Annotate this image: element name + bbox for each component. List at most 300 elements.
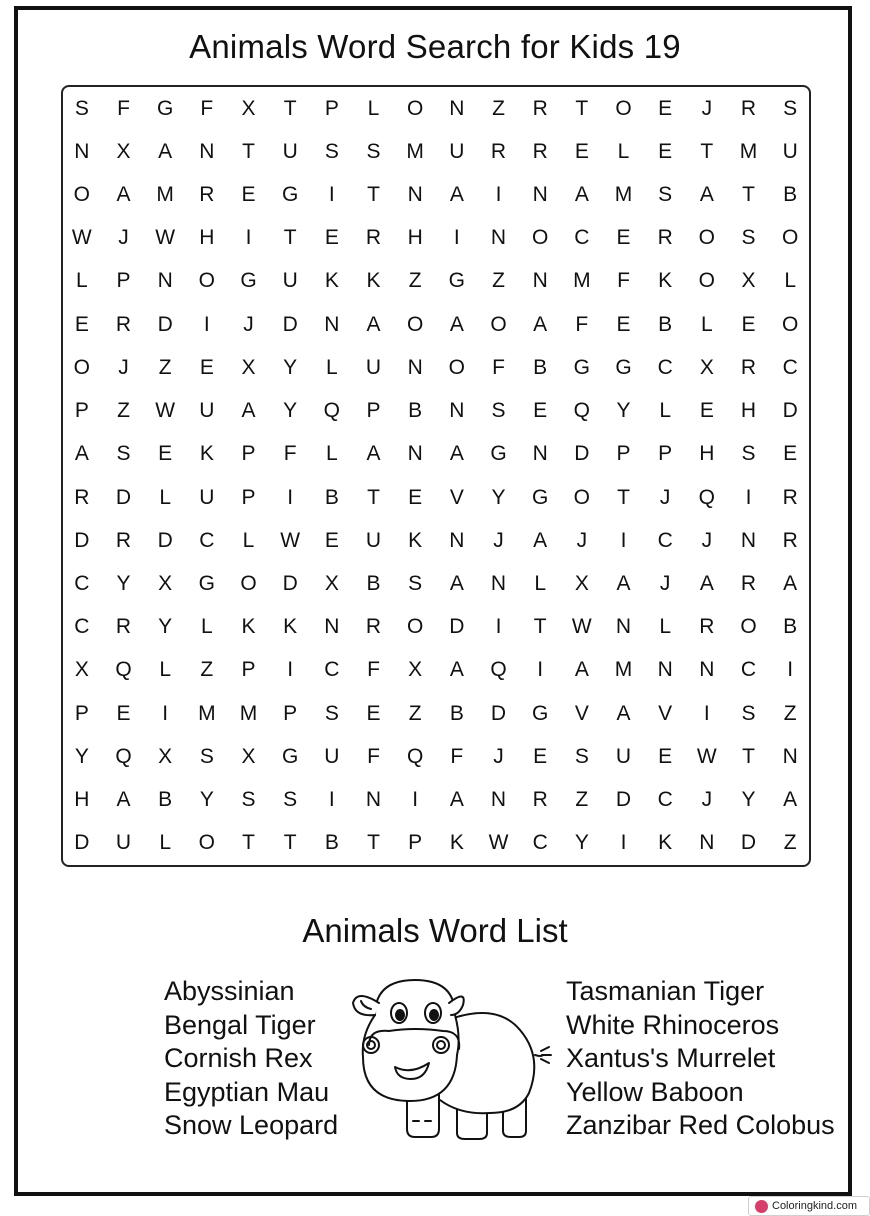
grid-cell: V [449, 485, 464, 509]
grid-cell: D [115, 485, 132, 509]
grid-cell: H [407, 226, 423, 250]
grid-cell: T [283, 831, 297, 855]
grid-cell: E [658, 96, 673, 120]
grid-cell: L [659, 399, 671, 423]
grid-cell: U [282, 269, 298, 293]
grid-cell: K [408, 528, 423, 552]
grid-cell: L [534, 572, 546, 596]
grid-cell: N [199, 139, 215, 163]
grid-cell: Q [573, 399, 590, 423]
grid-cell: A [449, 442, 464, 466]
grid-cell: W [280, 528, 301, 552]
grid-cell: S [491, 399, 506, 423]
grid-cell: R [74, 485, 90, 509]
grid-cell: O [73, 183, 90, 207]
grid-cell: J [118, 226, 129, 250]
grid-cell: I [162, 701, 169, 725]
grid-cell: S [783, 96, 798, 120]
grid-cell: Q [115, 658, 132, 682]
grid-cell: Y [283, 399, 298, 423]
grid-cell: N [740, 528, 757, 552]
grid-cell: U [282, 139, 298, 163]
grid-cell: E [783, 442, 798, 466]
grid-cell: D [157, 312, 173, 336]
grid-cell: R [740, 572, 757, 596]
grid-cell: S [116, 442, 131, 466]
grid-cell: Z [158, 355, 172, 379]
grid-cell: K [283, 615, 298, 639]
flower-logo-icon [755, 1200, 768, 1213]
grid-cell: U [782, 139, 798, 163]
grid-cell: X [741, 269, 756, 293]
grid-cell: G [448, 269, 465, 293]
grid-cell: B [366, 572, 381, 596]
grid-cell: M [614, 658, 633, 682]
grid-cell: N [532, 442, 548, 466]
grid-cell: F [450, 744, 464, 768]
grid-cell: L [659, 615, 671, 639]
grid-cell: X [324, 572, 339, 596]
grid-cell: J [493, 528, 504, 552]
grid-cell: S [324, 701, 339, 725]
grid-cell: N [324, 615, 340, 639]
grid-cell: E [574, 139, 589, 163]
grid-cell: R [532, 139, 548, 163]
hippo-icon [345, 975, 555, 1145]
grid-cell: S [199, 744, 214, 768]
grid-cell: L [159, 831, 171, 855]
grid-cell: H [699, 442, 715, 466]
grid-cell: W [155, 399, 176, 423]
grid-cell: B [783, 183, 798, 207]
grid-cell: E [241, 183, 256, 207]
grid-cell: N [324, 312, 340, 336]
grid-cell: L [325, 355, 338, 379]
word-item: Tasmanian Tiger [566, 976, 765, 1006]
grid-cell: R [115, 615, 132, 639]
grid-cell: R [782, 485, 798, 509]
grid-cell: Z [200, 658, 214, 682]
grid-cell: L [242, 528, 255, 552]
grid-cell: C [657, 528, 673, 552]
grid-cell: X [699, 355, 714, 379]
word-item: Zanzibar Red Colobus [566, 1110, 835, 1140]
grid-cell: Z [408, 269, 422, 293]
grid-cell: S [324, 139, 339, 163]
grid-cell: N [449, 528, 465, 552]
grid-cell: T [533, 615, 547, 639]
grid-cell: X [241, 96, 256, 120]
grid-cell: Z [783, 701, 797, 725]
grid-cell: L [200, 615, 213, 639]
grid-cell: K [449, 831, 464, 855]
grid-cell: P [616, 442, 631, 466]
grid-cell: I [245, 226, 252, 250]
grid-cell: P [74, 701, 89, 725]
grid-cell: A [574, 183, 589, 207]
grid-cell: I [453, 226, 460, 250]
grid-cell: O [615, 96, 632, 120]
grid-cell: M [198, 701, 216, 725]
grid-cell: C [324, 658, 340, 682]
grid-cell: N [782, 744, 798, 768]
grid-cell: D [282, 312, 298, 336]
grid-cell: J [493, 744, 504, 768]
grid-cell: U [449, 139, 465, 163]
grid-cell: T [242, 139, 255, 163]
grid-cell: U [365, 528, 382, 552]
grid-cell: L [617, 139, 630, 163]
word-item: Snow Leopard [164, 1110, 339, 1140]
grid-cell: N [157, 269, 173, 293]
grid-cell: E [324, 528, 339, 552]
grid-cell: Y [199, 788, 214, 812]
grid-cell: F [200, 96, 214, 120]
grid-cell: T [575, 96, 589, 120]
grid-cell: T [283, 96, 297, 120]
grid-cell: E [658, 744, 673, 768]
grid-cell: Y [158, 615, 173, 639]
grid-cell: H [199, 226, 215, 250]
grid-cell: E [616, 226, 631, 250]
grid-cell: B [783, 615, 798, 639]
word-list-right [566, 975, 835, 1143]
grid-cell: I [203, 312, 210, 336]
grid-cell: M [156, 183, 174, 207]
grid-cell: L [784, 269, 796, 293]
grid-cell: L [325, 442, 338, 466]
grid-cell: G [531, 701, 549, 725]
grid-cell: X [158, 744, 173, 768]
watermark-text: Coloringkind.com [772, 1200, 857, 1212]
grid-cell: F [367, 744, 380, 768]
grid-cell: B [324, 831, 339, 855]
grid-cell: C [782, 355, 798, 379]
grid-cell: G [531, 485, 549, 509]
grid-cell: S [283, 788, 298, 812]
grid-cell: S [366, 139, 381, 163]
grid-cell: G [198, 572, 215, 596]
grid-cell: A [116, 788, 131, 812]
grid-cell: E [658, 139, 673, 163]
page-title: Animals Word Search for Kids 19 [189, 28, 681, 65]
grid-cell: T [242, 831, 255, 855]
grid-cell: D [282, 572, 298, 596]
grid-cell: L [159, 658, 171, 682]
word-item: Cornish Rex [164, 1043, 313, 1073]
grid-cell: J [701, 528, 713, 552]
grid-cell: C [532, 831, 548, 855]
grid-cell: R [740, 355, 757, 379]
grid-cell: G [573, 355, 590, 379]
grid-cell: U [199, 485, 215, 509]
grid-cell: X [408, 658, 423, 682]
grid-cell: K [658, 269, 673, 293]
grid-cell: H [74, 788, 90, 812]
grid-cell: Z [783, 831, 797, 855]
grid-cell: R [115, 528, 132, 552]
grid-cell: N [74, 139, 90, 163]
grid-cell: N [449, 96, 465, 120]
grid-cell: N [407, 355, 423, 379]
grid-cell: I [287, 485, 294, 509]
grid-cell: Z [492, 96, 505, 120]
grid-cell: N [699, 658, 715, 682]
grid-cell: A [533, 312, 548, 336]
grid-cell: N [407, 442, 423, 466]
grid-cell: C [74, 615, 90, 639]
grid-cell: A [449, 572, 464, 596]
grid-cell: N [490, 572, 507, 596]
grid-cell: B [408, 399, 423, 423]
word-list-title: Animals Word List [302, 912, 568, 949]
grid-cell: I [495, 183, 502, 207]
grid-cell: Q [406, 744, 424, 768]
grid-cell: K [241, 615, 256, 639]
letter-grid [61, 87, 811, 865]
grid-cell: I [495, 615, 502, 639]
grid-cell: W [696, 744, 717, 768]
grid-cell: T [283, 226, 297, 250]
grid-cell: P [241, 442, 256, 466]
grid-cell: F [617, 269, 630, 293]
grid-cell: O [698, 226, 715, 250]
grid-cell: S [408, 572, 423, 596]
grid-cell: O [406, 615, 424, 639]
grid-cell: C [574, 226, 590, 250]
grid-cell: F [367, 658, 380, 682]
grid-cell: N [615, 615, 632, 639]
grid-cell: O [448, 355, 465, 379]
grid-cell: P [366, 399, 381, 423]
grid-cell: O [406, 96, 424, 120]
grid-cell: A [783, 572, 798, 596]
word-item: Bengal Tiger [164, 1009, 316, 1040]
grid-cell: T [742, 744, 755, 768]
grid-cell: V [574, 701, 589, 725]
grid-cell: D [615, 788, 632, 812]
grid-cell: W [71, 226, 92, 250]
grid-cell: D [490, 701, 507, 725]
grid-cell: S [741, 226, 756, 250]
grid-cell: B [658, 312, 673, 336]
grid-cell: O [740, 615, 757, 639]
word-item: Abyssinian [164, 976, 295, 1006]
grid-cell: M [239, 701, 258, 725]
grid-cell: R [657, 226, 673, 250]
grid-cell: A [116, 183, 131, 207]
grid-cell: A [699, 572, 714, 596]
grid-cell: V [658, 701, 673, 725]
grid-cell: T [367, 183, 380, 207]
grid-cell: M [739, 139, 758, 163]
grid-cell: F [575, 312, 589, 336]
grid-cell: G [281, 183, 299, 207]
grid-cell: W [571, 615, 592, 639]
grid-cell: P [241, 658, 256, 682]
grid-cell: S [574, 744, 589, 768]
grid-cell: F [492, 355, 505, 379]
grid-cell: A [574, 658, 589, 682]
grid-cell: R [115, 312, 132, 336]
grid-cell: X [116, 139, 131, 163]
grid-cell: E [158, 442, 173, 466]
grid-cell: G [490, 442, 507, 466]
grid-cell: C [657, 788, 673, 812]
grid-cell: A [366, 442, 381, 466]
grid-cell: T [700, 139, 714, 163]
grid-cell: R [532, 788, 548, 812]
grid-cell: T [742, 183, 755, 207]
grid-cell: A [449, 312, 464, 336]
grid-cell: N [490, 226, 507, 250]
grid-cell: C [657, 355, 673, 379]
grid-cell: E [324, 226, 339, 250]
grid-cell: G [156, 96, 174, 120]
grid-cell: K [366, 269, 381, 293]
grid-cell: J [243, 312, 254, 336]
grid-cell: Z [575, 788, 589, 812]
grid-cell: A [366, 312, 381, 336]
word-item: Egyptian Mau [164, 1076, 330, 1107]
grid-cell: Q [698, 485, 715, 509]
grid-cell: T [367, 831, 380, 855]
grid-cell: J [118, 355, 129, 379]
grid-cell: A [533, 528, 548, 552]
grid-cell: N [532, 183, 548, 207]
grid-cell: X [241, 355, 256, 379]
grid-cell: E [699, 399, 714, 423]
grid-cell: U [365, 355, 382, 379]
grid-cell: P [408, 831, 423, 855]
grid-cell: A [241, 399, 256, 423]
grid-cell: P [324, 96, 339, 120]
grid-cell: D [740, 831, 757, 855]
grid-cell: A [449, 658, 464, 682]
grid-cell: E [408, 485, 423, 509]
grid-cell: Y [116, 572, 131, 596]
grid-cell: I [412, 788, 419, 812]
grid-cell: N [449, 399, 465, 423]
grid-cell: C [74, 572, 90, 596]
grid-cell: E [741, 312, 756, 336]
grid-cell: G [281, 744, 299, 768]
grid-cell: G [615, 355, 632, 379]
grid-cell: J [659, 485, 671, 509]
grid-cell: A [449, 183, 464, 207]
grid-cell: N [699, 831, 715, 855]
grid-cell: E [533, 399, 548, 423]
word-item: Xantus's Murrelet [566, 1043, 776, 1073]
grid-cell: R [740, 96, 757, 120]
grid-cell: R [532, 96, 548, 120]
grid-cell: O [531, 226, 549, 250]
grid-cell: S [658, 183, 673, 207]
word-list-left [164, 975, 338, 1143]
grid-cell: C [199, 528, 215, 552]
grid-cell: I [328, 183, 335, 207]
grid-cell: S [741, 701, 756, 725]
grid-cell: N [490, 788, 507, 812]
grid-cell: S [74, 96, 89, 120]
grid-cell: O [781, 226, 799, 250]
grid-cell: A [74, 442, 89, 466]
grid-cell: B [158, 788, 173, 812]
grid-cell: R [365, 615, 382, 639]
grid-cell: L [159, 485, 171, 509]
watermark-badge [748, 1196, 870, 1216]
grid-cell: X [574, 572, 589, 596]
grid-cell: E [74, 312, 89, 336]
grid-cell: H [740, 399, 757, 423]
grid-cell: I [537, 658, 544, 682]
grid-cell: B [533, 355, 548, 379]
grid-cell: O [573, 485, 590, 509]
grid-cell: I [745, 485, 752, 509]
grid-cell: D [449, 615, 465, 639]
grid-cell: P [116, 269, 131, 293]
grid-cell: N [407, 183, 423, 207]
grid-cell: U [324, 744, 340, 768]
grid-cell: W [488, 831, 509, 855]
grid-cell: O [406, 312, 424, 336]
grid-cell: U [199, 399, 215, 423]
grid-cell: O [698, 269, 715, 293]
grid-cell: R [365, 226, 382, 250]
grid-cell: X [241, 744, 256, 768]
grid-cell: O [198, 269, 215, 293]
grid-cell: X [158, 572, 173, 596]
grid-cell: I [620, 831, 627, 855]
grid-cell: A [616, 572, 631, 596]
grid-cell: A [158, 139, 173, 163]
grid-cell: J [576, 528, 588, 552]
grid-cell: O [198, 831, 215, 855]
grid-cell: K [324, 269, 339, 293]
grid-cell: J [659, 572, 671, 596]
grid-cell: A [699, 183, 714, 207]
grid-cell: B [449, 701, 464, 725]
grid-cell: K [199, 442, 214, 466]
grid-cell: A [616, 701, 631, 725]
grid-cell: Y [491, 485, 506, 509]
grid-cell: T [367, 485, 380, 509]
grid-cell: D [157, 528, 173, 552]
grid-cell: L [700, 312, 713, 336]
grid-cell: Z [408, 701, 422, 725]
grid-cell: Q [323, 399, 340, 423]
word-item: Yellow Baboon [566, 1076, 744, 1107]
grid-cell: E [116, 701, 131, 725]
grid-cell: D [782, 399, 798, 423]
grid-cell: M [614, 183, 633, 207]
grid-cell: P [74, 399, 89, 423]
grid-cell: W [155, 226, 176, 250]
grid-cell: R [199, 183, 215, 207]
grid-cell: I [703, 701, 710, 725]
grid-cell: R [490, 139, 507, 163]
grid-cell: D [74, 528, 90, 552]
grid-cell: L [367, 96, 380, 120]
grid-cell: F [117, 96, 130, 120]
grid-cell: P [658, 442, 673, 466]
grid-cell: O [490, 312, 507, 336]
grid-cell: E [366, 701, 381, 725]
grid-cell: Y [616, 399, 631, 423]
grid-cell: N [532, 269, 548, 293]
grid-cell: Y [74, 744, 89, 768]
grid-cell: O [73, 355, 90, 379]
